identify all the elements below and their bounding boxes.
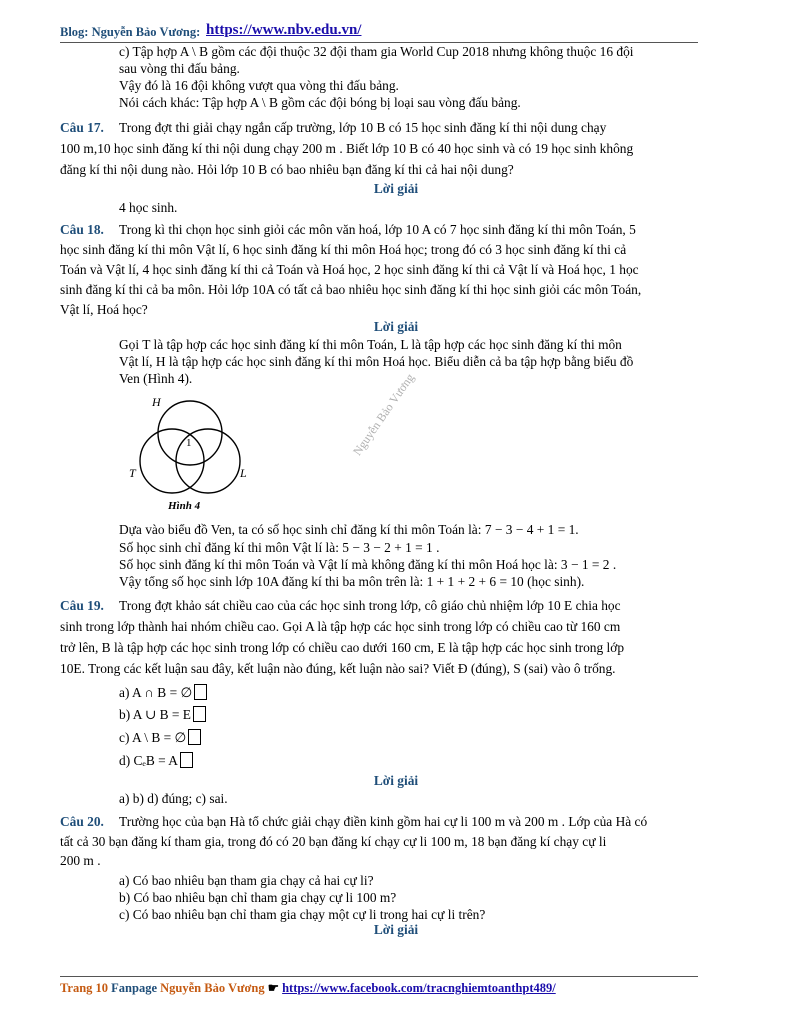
option-text: c) A \ B = ∅ (119, 730, 187, 745)
question-19-option-d (119, 752, 193, 769)
question-18-solution: Vật lí, H là tập hợp các học sinh đăng kí thi môn Hoá học. Biểu diễn cả ba tập hợp bằng biểu đồ (119, 354, 634, 369)
question-18-text: Vật lí, Hoá học? (60, 302, 148, 317)
question-17-label: Câu 17. (60, 120, 104, 135)
header-website-link[interactable]: https://www.nbv.edu.vn/ (206, 22, 362, 38)
answer-box[interactable] (188, 729, 201, 745)
question-18-label: Câu 18. (60, 222, 104, 237)
question-20-part-c: c) Có bao nhiêu bạn chỉ tham gia chạy một cự li trong hai cự li trên? (119, 907, 486, 922)
question-19-text: Trong đợt khảo sát chiều cao của các học sinh trong lớp, cô giáo chủ nhiệm lớp 10 E chia học (119, 598, 621, 613)
venn-label-l: L (240, 466, 247, 480)
header-blog-label: Blog: Nguyễn Bảo Vương: (60, 25, 201, 39)
footer-fanpage-label: Fanpage (111, 981, 158, 995)
question-19-option-b (119, 706, 206, 723)
question-19-label: Câu 19. (60, 598, 104, 613)
solution-title: Lời giải (373, 773, 419, 788)
option-text: d) CₑB = A (119, 753, 178, 768)
question-20-text: tất cả 30 bạn đăng kí tham gia, trong đó có 20 bạn đăng kí chạy cự li 100 m, 18 bạn đăng kí chạy cự li (60, 834, 607, 849)
text-line: Vậy đó là 16 đội không vượt qua vòng thi đấu bảng. (119, 78, 399, 93)
question-18-text: Toán và Vật lí, 4 học sinh đăng kí thi cả Toán và Hoá học, 2 học sinh đăng kí thi cả Vật lí và Hoá học, 1 học (60, 262, 639, 277)
text-line: c) Tập hợp A \ B gồm các đội thuộc 32 đội tham gia World Cup 2018 nhưng không thuộc 16 đội (119, 44, 634, 59)
question-19-option-a (119, 684, 207, 701)
venn-label-h: H (152, 395, 161, 409)
question-17-text: 100 m,10 học sinh đăng kí thi nội dung chạy 200 m . Biết lớp 10 B có 40 học sinh và có 19 học sinh không (60, 141, 634, 156)
question-17-text: đăng kí thi nội dung nào. Hỏi lớp 10 B có bao nhiêu bạn đăng kí thi cả hai nội dung? (60, 162, 514, 177)
question-19-option-c (119, 729, 201, 746)
venn-caption: Hình 4 (168, 500, 201, 512)
question-20-part-b: b) Có bao nhiêu bạn chỉ tham gia chạy cự li 100 m? (119, 890, 397, 905)
solution-title: Lời giải (373, 922, 419, 937)
venn-diagram (120, 393, 270, 513)
option-text: a) A ∩ B = ∅ (119, 685, 193, 700)
page-header (60, 22, 698, 43)
answer-box[interactable] (193, 706, 206, 722)
question-18-text: Trong kì thi chọn học sinh giỏi các môn văn hoá, lớp 10 A có 7 học sinh đăng kí thi môn Toán, 5 (119, 222, 636, 237)
question-18-solution: Vậy tổng số học sinh lớp 10A đăng kí thi ba môn trên là: 1 + 1 + 2 + 6 = 10 (học sinh). (119, 574, 585, 589)
question-18-solution: Dựa vào biểu đồ Ven, ta có số học sinh chỉ đăng kí thi môn Toán là: 7 − 3 − 4 + 1 = 1. (119, 522, 579, 537)
watermark: Nguyễn Bảo Vương (350, 370, 417, 459)
answer-box[interactable] (180, 752, 193, 768)
question-17-text: Trong đợt thi giải chạy ngắn cấp trường, lớp 10 B có 15 học sinh đăng kí thi nội dung chạy (119, 120, 607, 135)
question-19-text: trở lên, B là tập hợp các học sinh trong lớp có chiều cao dưới 160 cm, E là tập hợp các học sinh trong lớp (60, 640, 625, 655)
footer-text (60, 980, 556, 996)
text-line: Nói cách khác: Tập hợp A \ B gồm các đội bóng bị loại sau vòng đấu bảng. (119, 95, 521, 110)
question-19-answer: a) b) d) đúng; c) sai. (119, 791, 228, 806)
question-19-text: 10E. Trong các kết luận sau đây, kết luận nào đúng, kết luận nào sai? Viết Đ (đúng), S (sai) vào ô trống. (60, 661, 616, 676)
footer-facebook-link[interactable]: https://www.facebook.com/tracnghiemtoanthpt489/ (282, 981, 556, 995)
text-line: sau vòng thi đấu bảng. (119, 61, 240, 76)
question-20-label: Câu 20. (60, 814, 104, 829)
solution-title: Lời giải (373, 319, 419, 334)
question-18-solution: Gọi T là tập hợp các học sinh đăng kí thi môn Toán, L là tập hợp các học sinh đăng kí thi môn (119, 337, 622, 352)
venn-center-value: 1 (186, 437, 192, 449)
footer-page-number: Trang 10 (60, 981, 109, 995)
question-18-text: sinh đăng kí thi cả ba môn. Hỏi lớp 10A có tất cả bao nhiêu học sinh đăng kí thi học sinh giỏi các môn Toán, (60, 282, 642, 297)
venn-circle-t (140, 429, 204, 493)
question-19-text: sinh trong lớp thành hai nhóm chiều cao. Gọi A là tập hợp các học sinh trong lớp có chiều cao từ 160 cm (60, 619, 621, 634)
venn-circle-h (158, 401, 222, 465)
answer-box[interactable] (194, 684, 207, 700)
question-18-text: học sinh đăng kí thi môn Vật lí, 6 học sinh đăng kí thi môn Hoá học; trong đó có 3 học sinh đăng kí thi cả (60, 242, 627, 257)
question-17-answer: 4 học sinh. (119, 200, 178, 215)
option-text: b) A ∪ B = E (119, 707, 191, 722)
question-18-solution: Số học sinh chỉ đăng kí thi môn Vật lí là: 5 − 3 − 2 + 1 = 1 . (119, 540, 440, 555)
solution-title: Lời giải (373, 181, 419, 196)
venn-label-t: T (129, 466, 136, 480)
pointing-hand-icon: ☛ (267, 981, 279, 995)
question-18-solution: Ven (Hình 4). (119, 371, 193, 386)
question-18-solution: Số học sinh đăng kí thi môn Toán và Vật lí mà không đăng kí thi môn Hoá học là: 3 − 1 = 2 . (119, 557, 617, 572)
page-footer (60, 976, 698, 995)
footer-author-name: Nguyễn Bảo Vương (160, 981, 265, 995)
question-20-part-a: a) Có bao nhiêu bạn tham gia chạy cả hai cự li? (119, 873, 374, 888)
question-20-text: 200 m . (60, 853, 101, 868)
question-20-text: Trường học của bạn Hà tổ chức giải chạy điền kinh gồm hai cự li 100 m và 200 m . Lớp của Hà có (119, 814, 648, 829)
